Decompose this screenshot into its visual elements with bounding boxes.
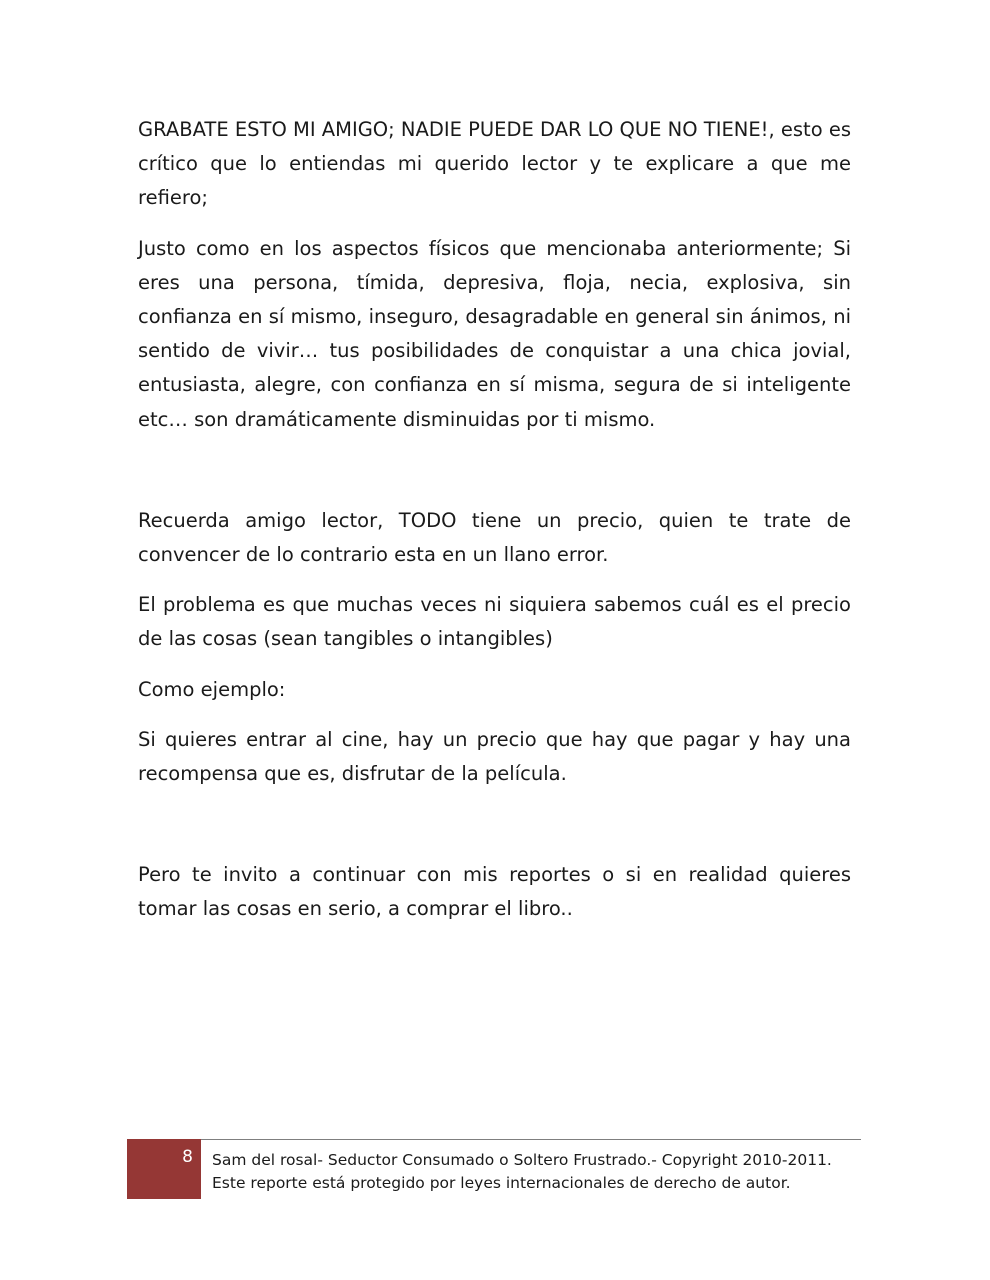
paragraph: Pero te invito a continuar con mis reportes o si en realidad quieres tomar las cosas en serio, a comprar el libro..: [138, 863, 851, 921]
paragraph: GRABATE ESTO MI AMIGO; NADIE PUEDE DAR LO QUE NO TIENE!, esto es crítico que lo entiendas mi querido lector y te explicare a que me refiero;: [138, 118, 851, 210]
paragraph: Recuerda amigo lector, TODO tiene un precio, quien te trate de convencer de lo contrario esta en un llano error.: [138, 508, 851, 567]
paragraph: El problema es que muchas veces ni siquiera sabemos cuál es el precio de las cosas (sean tangibles o intangibles): [138, 593, 851, 651]
paragraph: Justo como en los aspectos físicos que mencionaba anteriormente; Si eres una persona, tímida, depresiva, floja, necia, explosiva, sin confianza en sí mismo, inseguro, desagradable en general sin ánimos, ni sentido de vivir… tus posibilidades de conquistar a una chica jovial, entusiasta, alegre, con confianza en sí misma, segura de si inteligente etc… son dramáticamente disminuidas por ti mismo.: [138, 236, 851, 431]
body-text: [138, 113, 851, 927]
footer-copyright: [212, 1149, 861, 1195]
footer-line-2: Este reporte está protegido por leyes internacionales de derecho de autor.: [212, 1174, 791, 1192]
page-number-box: [127, 1139, 201, 1199]
footer-divider: [200, 1139, 861, 1140]
page-number: 8: [182, 1147, 193, 1167]
paragraph: Si quieres entrar al cine, hay un precio que hay que pagar y hay una recompensa que es, disfrutar de la película.: [138, 727, 851, 786]
footer-line-1: Sam del rosal- Seductor Consumado o Soltero Frustrado.- Copyright 2010-2011.: [212, 1151, 832, 1169]
paragraph: Como ejemplo:: [138, 677, 286, 701]
